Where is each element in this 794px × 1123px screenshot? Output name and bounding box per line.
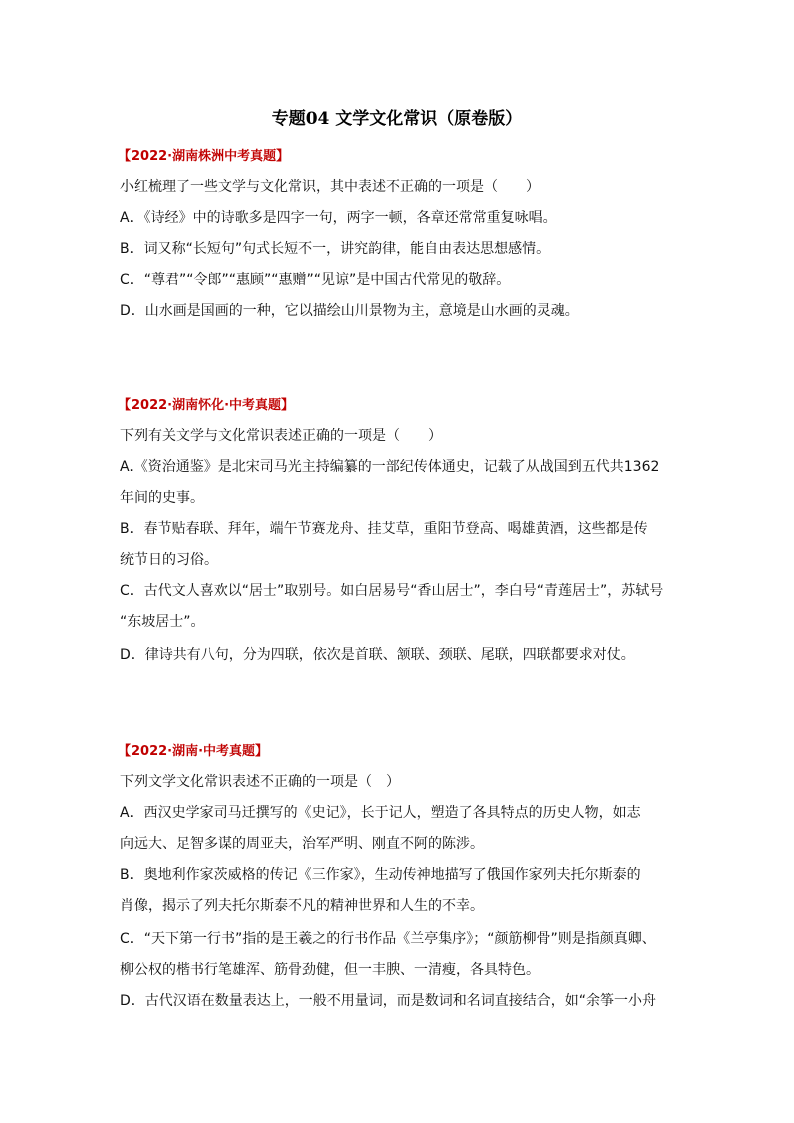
question-3-line: 肖像，揭示了列夫托尔斯泰不凡的精神世界和人生的不幸。 [120, 898, 484, 914]
question-1-option-b: B．词又称“长短句”句式长短不一，讲究韵律，能自由表达思想感情。 [120, 241, 551, 257]
question-2-line: B．春节贴春联、拜年，端午节赛龙舟、挂艾草，重阳节登高、喝雄黄酒，这些都是传 [120, 521, 648, 537]
question-2-line: 统节日的习俗。 [120, 552, 218, 568]
question-2-line: 年间的史事。 [120, 490, 204, 506]
question-1-source: 【2022·湖南株洲中考真题】 [118, 149, 290, 164]
question-2-line: C．古代文人喜欢以“居士”取别号。如白居易号“香山居士”，李白号“青莲居士”，苏轼号 [120, 583, 664, 599]
question-1-option-c: C．“尊君”“令郎”“惠顾”“惠赠”“见谅”是中国古代常见的敬辞。 [120, 272, 511, 288]
question-3-line: A．西汉史学家司马迁撰写的《史记》，长于记人，塑造了各具特点的历史人物，如志 [120, 805, 641, 821]
page-title: 专题04 文学文化常识（原卷版） [271, 109, 523, 129]
question-1-option-a: A．《诗经》中的诗歌多是四字一句，两字一顿，各章还常常重复咏唱。 [120, 210, 557, 226]
question-2-line: “东坡居士”。 [120, 614, 205, 630]
question-2-source: 【2022·湖南怀化·中考真题】 [118, 398, 295, 413]
question-2-stem: 下列有关文学与文化常识表述正确的一项是（ ） [120, 428, 442, 444]
question-3-line: 向远大、足智多谋的周亚夫，治军严明、刚直不阿的陈涉。 [120, 836, 484, 852]
question-3-line: D．古代汉语在数量表达上，一般不用量词，而是数词和名词直接结合，如“余筝一小舟 [120, 993, 657, 1009]
question-2-line: D．律诗共有八句，分为四联，依次是首联、颔联、颈联、尾联，四联都要求对仗。 [120, 647, 635, 663]
question-1-option-d: D．山水画是国画的一种，它以描绘山川景物为主，意境是山水画的灵魂。 [120, 303, 579, 319]
question-3-stem: 下列文学文化常识表述不正确的一项是（ ） [120, 774, 400, 790]
question-3-source: 【2022·湖南·中考真题】 [118, 744, 269, 759]
question-3-line: 柳公权的楷书行笔雄浑、筋骨劲健，但一丰腴、一清瘦，各具特色。 [120, 962, 540, 978]
question-3-line: B．奥地利作家茨威格的传记《三作家》，生动传神地描写了俄国作家列夫托尔斯泰的 [120, 867, 641, 883]
question-1-stem: 小红梳理了一些文学与文化常识，其中表述不正确的一项是（ ） [120, 179, 540, 195]
question-2-line: A.《资治通鉴》是北宋司马光主持编纂的一部纪传体通史，记载了从战国到五代共1362 [120, 459, 660, 475]
question-3-line: C．“天下第一行书”指的是王羲之的行书作品《兰亭集序》；“颜筋柳骨”则是指颜真卿、 [120, 931, 656, 947]
